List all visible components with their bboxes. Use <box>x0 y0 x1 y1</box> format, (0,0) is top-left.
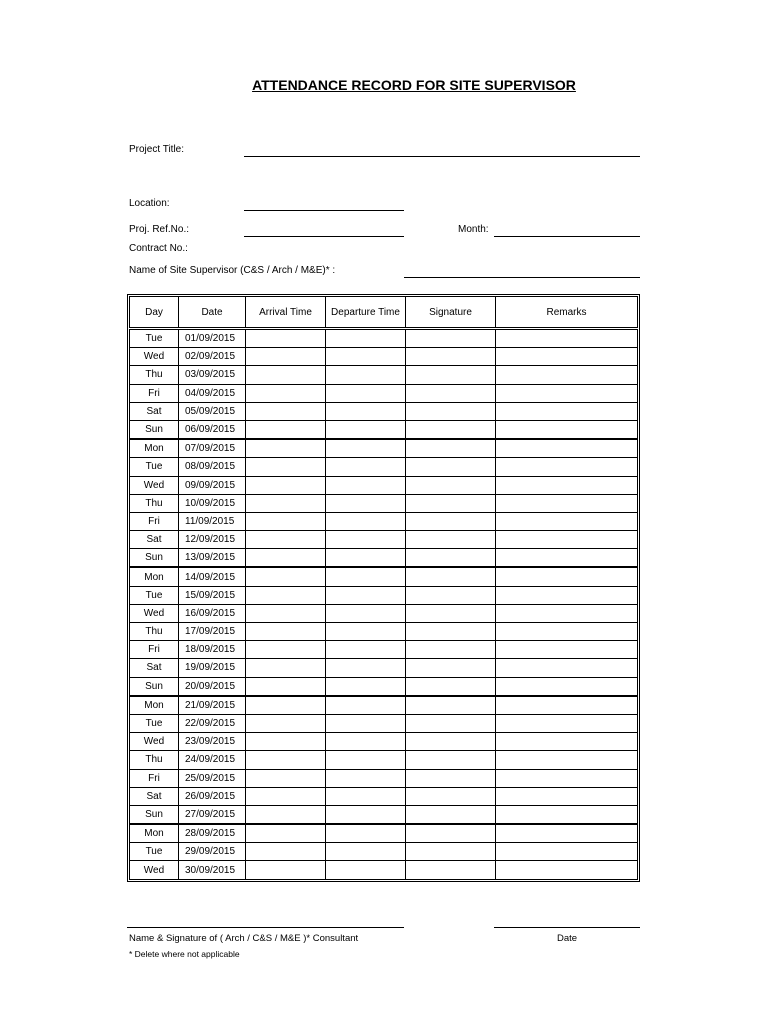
day-cell: Wed <box>130 733 179 751</box>
table-row <box>130 586 638 604</box>
departure-time-cell[interactable] <box>326 659 406 677</box>
arrival-time-cell[interactable] <box>246 733 326 751</box>
date-cell: 05/09/2015 <box>179 402 246 420</box>
departure-time-cell[interactable] <box>326 586 406 604</box>
remarks-cell[interactable] <box>496 402 638 420</box>
arrival-time-cell[interactable] <box>246 348 326 366</box>
departure-time-cell[interactable] <box>326 714 406 732</box>
signature-cell[interactable] <box>406 494 496 512</box>
header-signature: Signature <box>406 297 496 329</box>
date-cell: 16/09/2015 <box>179 604 246 622</box>
table-row <box>130 458 638 476</box>
table-row <box>130 733 638 751</box>
arrival-time-cell[interactable] <box>246 843 326 861</box>
signature-cell[interactable] <box>406 677 496 696</box>
departure-time-cell[interactable] <box>326 751 406 769</box>
date-cell: 08/09/2015 <box>179 458 246 476</box>
departure-time-cell[interactable] <box>326 348 406 366</box>
departure-time-cell[interactable] <box>326 567 406 586</box>
signature-cell[interactable] <box>406 824 496 843</box>
header-arrival-time: Arrival Time <box>246 297 326 329</box>
day-cell: Thu <box>130 623 179 641</box>
signature-cell[interactable] <box>406 787 496 805</box>
table-row <box>130 843 638 861</box>
date-cell: 14/09/2015 <box>179 567 246 586</box>
arrival-time-cell[interactable] <box>246 751 326 769</box>
arrival-time-cell[interactable] <box>246 476 326 494</box>
date-cell: 27/09/2015 <box>179 805 246 824</box>
supervisor-field[interactable] <box>404 277 640 278</box>
remarks-cell[interactable] <box>496 824 638 843</box>
day-cell: Sun <box>130 420 179 439</box>
signature-cell[interactable] <box>406 714 496 732</box>
signature-cell[interactable] <box>406 366 496 384</box>
signature-cell[interactable] <box>406 402 496 420</box>
day-cell: Sun <box>130 677 179 696</box>
remarks-cell[interactable] <box>496 420 638 439</box>
day-cell: Fri <box>130 769 179 787</box>
departure-time-cell[interactable] <box>326 733 406 751</box>
remarks-cell[interactable] <box>496 714 638 732</box>
arrival-time-cell[interactable] <box>246 659 326 677</box>
day-cell: Wed <box>130 604 179 622</box>
day-cell: Fri <box>130 384 179 402</box>
signature-cell[interactable] <box>406 329 496 348</box>
signature-cell[interactable] <box>406 843 496 861</box>
header-day: Day <box>130 297 179 329</box>
date-cell: 01/09/2015 <box>179 329 246 348</box>
signature-cell[interactable] <box>406 567 496 586</box>
day-cell: Tue <box>130 458 179 476</box>
departure-time-cell[interactable] <box>326 641 406 659</box>
departure-time-cell[interactable] <box>326 623 406 641</box>
table-row <box>130 751 638 769</box>
signature-cell[interactable] <box>406 769 496 787</box>
remarks-cell[interactable] <box>496 641 638 659</box>
table-row <box>130 769 638 787</box>
arrival-time-cell[interactable] <box>246 384 326 402</box>
table-row <box>130 861 638 879</box>
arrival-time-cell[interactable] <box>246 329 326 348</box>
departure-time-cell[interactable] <box>326 769 406 787</box>
arrival-time-cell[interactable] <box>246 494 326 512</box>
departure-time-cell[interactable] <box>326 384 406 402</box>
departure-time-cell[interactable] <box>326 329 406 348</box>
signature-cell[interactable] <box>406 549 496 568</box>
signature-cell[interactable] <box>406 641 496 659</box>
remarks-cell[interactable] <box>496 861 638 879</box>
signature-cell[interactable] <box>406 696 496 715</box>
date-cell: 12/09/2015 <box>179 531 246 549</box>
departure-time-cell[interactable] <box>326 696 406 715</box>
departure-time-cell[interactable] <box>326 366 406 384</box>
attendance-table <box>127 294 640 882</box>
remarks-cell[interactable] <box>496 439 638 458</box>
contract-label: Contract No.: <box>129 243 188 254</box>
day-cell: Mon <box>130 567 179 586</box>
signature-cell[interactable] <box>406 805 496 824</box>
departure-time-cell[interactable] <box>326 458 406 476</box>
arrival-time-cell[interactable] <box>246 769 326 787</box>
arrival-time-cell[interactable] <box>246 420 326 439</box>
table-row <box>130 714 638 732</box>
day-cell: Tue <box>130 843 179 861</box>
proj-ref-label: Proj. Ref.No.: <box>129 224 190 235</box>
day-cell: Sun <box>130 805 179 824</box>
date-cell: 26/09/2015 <box>179 787 246 805</box>
remarks-cell[interactable] <box>496 769 638 787</box>
departure-time-cell[interactable] <box>326 494 406 512</box>
date-cell: 10/09/2015 <box>179 494 246 512</box>
date-cell: 19/09/2015 <box>179 659 246 677</box>
departure-time-cell[interactable] <box>326 476 406 494</box>
table-row <box>130 439 638 458</box>
date-cell: 15/09/2015 <box>179 586 246 604</box>
remarks-cell[interactable] <box>496 348 638 366</box>
departure-time-cell[interactable] <box>326 531 406 549</box>
arrival-time-cell[interactable] <box>246 641 326 659</box>
table-row <box>130 420 638 439</box>
signature-cell[interactable] <box>406 458 496 476</box>
remarks-cell[interactable] <box>496 476 638 494</box>
remarks-cell[interactable] <box>496 329 638 348</box>
date-cell: 02/09/2015 <box>179 348 246 366</box>
departure-time-cell[interactable] <box>326 843 406 861</box>
remarks-cell[interactable] <box>496 586 638 604</box>
date-cell: 07/09/2015 <box>179 439 246 458</box>
arrival-time-cell[interactable] <box>246 586 326 604</box>
signature-cell[interactable] <box>406 623 496 641</box>
signature-cell[interactable] <box>406 733 496 751</box>
arrival-time-cell[interactable] <box>246 439 326 458</box>
location-label: Location: <box>129 198 170 209</box>
day-cell: Sun <box>130 549 179 568</box>
table-row <box>130 623 638 641</box>
proj-ref-field[interactable] <box>244 236 404 237</box>
signature-cell[interactable] <box>406 476 496 494</box>
departure-time-cell[interactable] <box>326 402 406 420</box>
footnote: * Delete where not applicable <box>129 949 240 959</box>
arrival-time-cell[interactable] <box>246 567 326 586</box>
arrival-time-cell[interactable] <box>246 861 326 879</box>
departure-time-cell[interactable] <box>326 824 406 843</box>
table-row <box>130 348 638 366</box>
date-cell: 22/09/2015 <box>179 714 246 732</box>
table-row <box>130 677 638 696</box>
remarks-cell[interactable] <box>496 567 638 586</box>
table-row <box>130 567 638 586</box>
day-cell: Tue <box>130 329 179 348</box>
arrival-time-cell[interactable] <box>246 677 326 696</box>
arrival-time-cell[interactable] <box>246 696 326 715</box>
day-cell: Fri <box>130 512 179 530</box>
departure-time-cell[interactable] <box>326 787 406 805</box>
arrival-time-cell[interactable] <box>246 604 326 622</box>
arrival-time-cell[interactable] <box>246 714 326 732</box>
departure-time-cell[interactable] <box>326 420 406 439</box>
day-cell: Mon <box>130 439 179 458</box>
date-cell: 11/09/2015 <box>179 512 246 530</box>
date-cell: 24/09/2015 <box>179 751 246 769</box>
table-row <box>130 604 638 622</box>
remarks-cell[interactable] <box>496 659 638 677</box>
arrival-time-cell[interactable] <box>246 623 326 641</box>
consultant-label: Name & Signature of ( Arch / C&S / M&E )* Consultant <box>129 933 359 944</box>
date-cell: 23/09/2015 <box>179 733 246 751</box>
day-cell: Sat <box>130 787 179 805</box>
header-remarks: Remarks <box>496 297 638 329</box>
day-cell: Thu <box>130 494 179 512</box>
date-cell: 28/09/2015 <box>179 824 246 843</box>
remarks-cell[interactable] <box>496 512 638 530</box>
signature-cell[interactable] <box>406 861 496 879</box>
day-cell: Thu <box>130 751 179 769</box>
signature-cell[interactable] <box>406 604 496 622</box>
remarks-cell[interactable] <box>496 366 638 384</box>
departure-time-cell[interactable] <box>326 805 406 824</box>
date-cell: 06/09/2015 <box>179 420 246 439</box>
remarks-cell[interactable] <box>496 696 638 715</box>
remarks-cell[interactable] <box>496 384 638 402</box>
day-cell: Fri <box>130 641 179 659</box>
remarks-cell[interactable] <box>496 805 638 824</box>
remarks-cell[interactable] <box>496 458 638 476</box>
date-cell: 13/09/2015 <box>179 549 246 568</box>
day-cell: Wed <box>130 861 179 879</box>
date-cell: 30/09/2015 <box>179 861 246 879</box>
remarks-cell[interactable] <box>496 733 638 751</box>
remarks-cell[interactable] <box>496 494 638 512</box>
remarks-cell[interactable] <box>496 677 638 696</box>
table-row <box>130 329 638 348</box>
table-row <box>130 696 638 715</box>
arrival-time-cell[interactable] <box>246 787 326 805</box>
remarks-cell[interactable] <box>496 751 638 769</box>
date-cell: 18/09/2015 <box>179 641 246 659</box>
day-cell: Tue <box>130 586 179 604</box>
day-cell: Wed <box>130 348 179 366</box>
remarks-cell[interactable] <box>496 531 638 549</box>
project-title-label: Project Title: <box>129 144 185 155</box>
arrival-time-cell[interactable] <box>246 512 326 530</box>
remarks-cell[interactable] <box>496 604 638 622</box>
remarks-cell[interactable] <box>496 549 638 568</box>
signature-cell[interactable] <box>406 439 496 458</box>
day-cell: Sat <box>130 531 179 549</box>
departure-time-cell[interactable] <box>326 677 406 696</box>
month-label: Month: <box>458 224 489 235</box>
date-cell: 09/09/2015 <box>179 476 246 494</box>
date-cell: 04/09/2015 <box>179 384 246 402</box>
departure-time-cell[interactable] <box>326 604 406 622</box>
arrival-time-cell[interactable] <box>246 402 326 420</box>
signature-cell[interactable] <box>406 384 496 402</box>
page-title: ATTENDANCE RECORD FOR SITE SUPERVISOR <box>252 77 576 93</box>
table-row <box>130 384 638 402</box>
day-cell: Tue <box>130 714 179 732</box>
departure-time-cell[interactable] <box>326 512 406 530</box>
day-cell: Sat <box>130 659 179 677</box>
remarks-cell[interactable] <box>496 787 638 805</box>
remarks-cell[interactable] <box>496 843 638 861</box>
table-row <box>130 659 638 677</box>
table-row <box>130 805 638 824</box>
signature-cell[interactable] <box>406 659 496 677</box>
date-cell: 20/09/2015 <box>179 677 246 696</box>
header-date: Date <box>179 297 246 329</box>
date-cell: 29/09/2015 <box>179 843 246 861</box>
arrival-time-cell[interactable] <box>246 366 326 384</box>
table-row <box>130 512 638 530</box>
day-cell: Mon <box>130 824 179 843</box>
date-signature-line[interactable] <box>494 927 640 928</box>
arrival-time-cell[interactable] <box>246 458 326 476</box>
table-row <box>130 824 638 843</box>
signature-cell[interactable] <box>406 420 496 439</box>
signature-cell[interactable] <box>406 586 496 604</box>
supervisor-label: Name of Site Supervisor (C&S / Arch / M&E)* : <box>129 265 336 276</box>
signature-cell[interactable] <box>406 512 496 530</box>
signature-cell[interactable] <box>406 751 496 769</box>
header-departure-time: Departure Time <box>326 297 406 329</box>
date-cell: 17/09/2015 <box>179 623 246 641</box>
signature-cell[interactable] <box>406 348 496 366</box>
departure-time-cell[interactable] <box>326 549 406 568</box>
departure-time-cell[interactable] <box>326 439 406 458</box>
table-row <box>130 494 638 512</box>
project-title-field[interactable] <box>244 156 640 157</box>
table-row <box>130 402 638 420</box>
remarks-cell[interactable] <box>496 623 638 641</box>
signature-cell[interactable] <box>406 531 496 549</box>
day-cell: Sat <box>130 402 179 420</box>
date-cell: 21/09/2015 <box>179 696 246 715</box>
table-header-row <box>130 297 638 329</box>
table-row <box>130 366 638 384</box>
day-cell: Wed <box>130 476 179 494</box>
day-cell: Thu <box>130 366 179 384</box>
arrival-time-cell[interactable] <box>246 805 326 824</box>
arrival-time-cell[interactable] <box>246 531 326 549</box>
month-field[interactable] <box>494 236 640 237</box>
arrival-time-cell[interactable] <box>246 824 326 843</box>
table-row <box>130 641 638 659</box>
table-row <box>130 787 638 805</box>
table-row <box>130 549 638 568</box>
departure-time-cell[interactable] <box>326 861 406 879</box>
date-label: Date <box>557 933 578 944</box>
date-cell: 25/09/2015 <box>179 769 246 787</box>
arrival-time-cell[interactable] <box>246 549 326 568</box>
location-field[interactable] <box>244 210 404 211</box>
date-cell: 03/09/2015 <box>179 366 246 384</box>
table-row <box>130 531 638 549</box>
consultant-signature-line[interactable] <box>127 927 404 928</box>
day-cell: Mon <box>130 696 179 715</box>
table-row <box>130 476 638 494</box>
